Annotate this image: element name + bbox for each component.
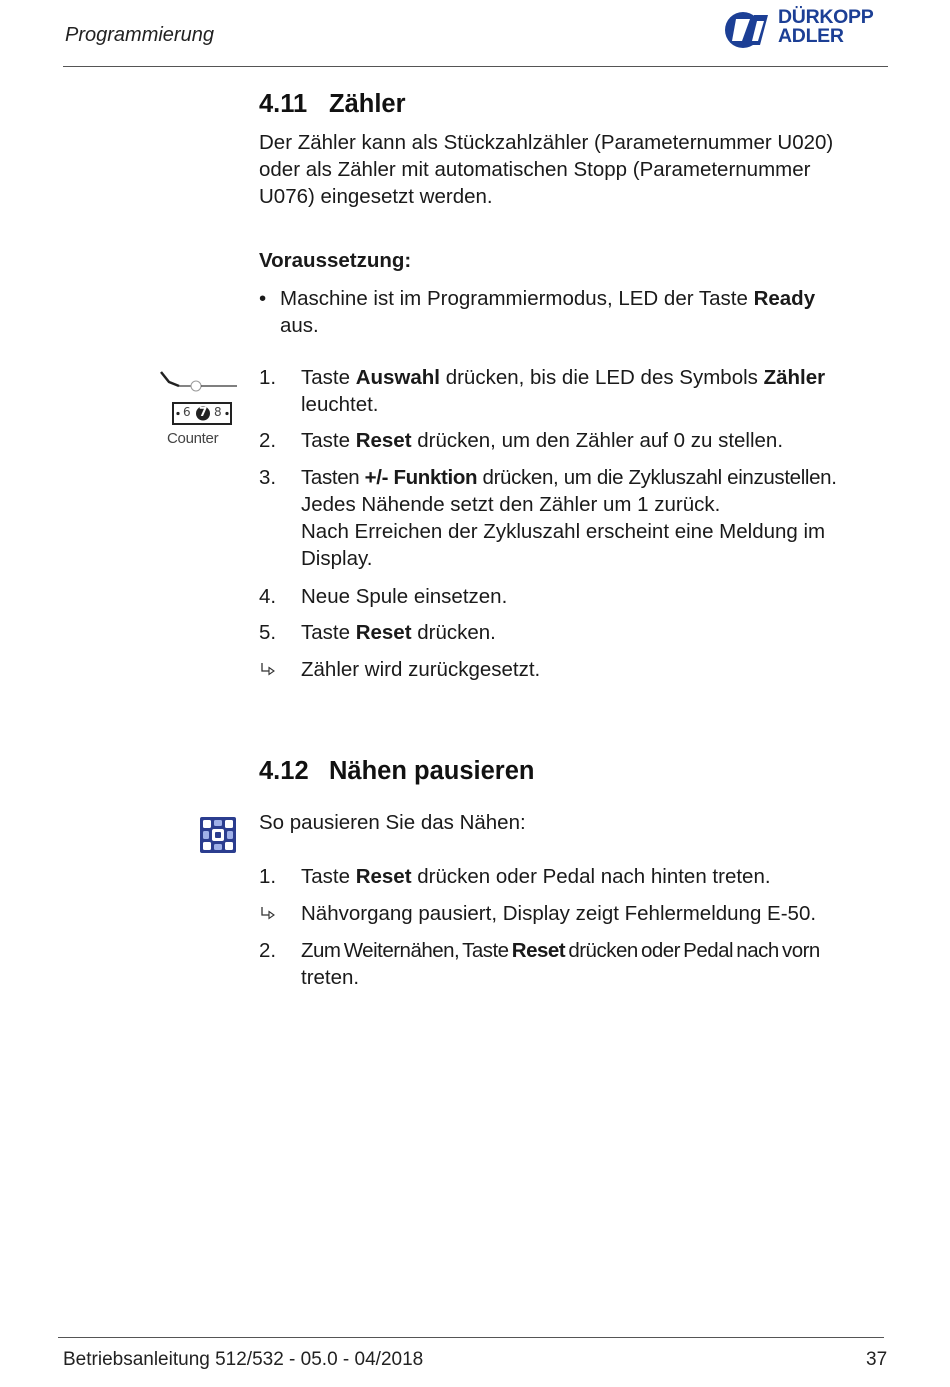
step-key-name: Reset [355,621,412,644]
bullet-text-line2: aus. [280,314,319,337]
intro-line: Der Zähler kann als Stückzahlzähler (Parameternummer U020) [259,131,834,154]
bullet-marker: • [259,287,267,310]
prerequisite-bullet [259,285,889,339]
step-text-part: Taste [301,429,356,452]
step-symbol-name: Zähler [763,366,826,389]
step-text [301,464,891,572]
step-text-line: Jedes Nähende setzt den Zähler um 1 zurück. [301,493,721,516]
section-number: 4.12 [259,757,309,785]
step-number: 5. [259,621,277,644]
step-item [259,427,889,454]
step-text: Neue Spule einsetzen. [301,585,508,608]
step-text [301,364,891,418]
step-text [301,619,891,646]
running-header: Programmierung [65,24,214,46]
step-item [259,619,889,646]
step-text-line: Display. [301,547,373,570]
step-text-part: Taste [301,366,356,389]
section-number: 4.11 [259,90,308,118]
page-number: 37 [866,1349,888,1370]
logo-mark-icon [724,11,774,49]
footer-divider [58,1337,884,1338]
result-arrow-icon [259,905,277,923]
result-arrow-icon [259,661,277,679]
pause-intro: So pausieren Sie das Nähen: [259,811,526,834]
section-title: Nähen pausieren [329,757,535,785]
step-number: 2. [259,939,277,962]
step-text-line: treten. [301,966,360,989]
step-item [259,937,889,991]
bullet-text-bold: Ready [753,287,816,310]
result-item [259,900,889,927]
bullet-text-part: Maschine ist im Programmiermodus, LED der Taste [280,287,754,310]
company-logo [724,8,889,52]
step-number: 1. [259,366,277,389]
step-text [301,427,891,454]
step-text-part: Taste [301,621,356,644]
step-text-part: drücken, um die Zykluszahl einzustellen. [477,466,837,489]
step-text-part: Tasten [301,466,365,489]
step-item [259,364,889,418]
result-text: Zähler wird zurückgesetzt. [301,658,541,681]
step-text-line: leuchtet. [301,393,379,416]
step-key-name: +/- Funktion [364,466,478,489]
counter-figure-label: Counter [167,430,219,447]
step-item [259,583,889,610]
prerequisite-label: Voraussetzung: [259,249,412,272]
step-text-part: Zum Weiternähen, Taste [301,939,512,962]
step-text [301,863,891,890]
result-item [259,656,889,683]
step-number: 2. [259,429,277,452]
bullet-text [280,285,880,339]
document-reference: Betriebsanleitung 512/532 - 05.0 - 04/2018 [63,1349,424,1370]
step-number: 3. [259,466,277,489]
step-text [301,937,891,991]
counter-digit: 8 [214,405,222,419]
intro-line: oder als Zähler mit automatischen Stopp (Parameternummer [259,158,811,181]
step-text-part: drücken oder Pedal nach hinten treten. [411,865,771,888]
step-item [259,863,889,890]
step-key-name: Reset [355,429,412,452]
counter-digit: 7 [199,405,208,419]
keypad-icon [200,817,236,853]
step-number: 4. [259,585,277,608]
step-key-name: Reset [355,865,412,888]
logo-line-1: DÜRKOPP [778,6,874,28]
result-text: Nähvorgang pausiert, Display zeigt Fehlermeldung E-50. [301,902,817,925]
intro-line: U076) eingesetzt werden. [259,185,493,208]
step-key-name: Reset [511,939,566,962]
section-heading-4-11 [259,90,406,119]
step-text-part: drücken, um den Zähler auf 0 zu stellen. [411,429,784,452]
step-text-part: drücken oder Pedal nach vorn [565,939,820,962]
step-key-name: Auswahl [355,366,440,389]
logo-line-2: ADLER [778,25,844,47]
step-text-part: drücken, bis die LED des Symbols [440,366,764,389]
section-heading-4-12 [259,757,534,786]
step-text-part: Taste [301,865,356,888]
step-item [259,464,889,572]
logo-wordmark [778,8,873,46]
counter-led-icon [157,366,239,426]
header-divider [63,66,888,67]
step-number: 1. [259,865,277,888]
counter-symbol-figure [157,366,239,452]
step-text-line: Nach Erreichen der Zykluszahl erscheint eine Meldung im [301,520,826,543]
counter-digit: 6 [183,405,191,419]
intro-paragraph [259,129,899,210]
section-title: Zähler [329,90,406,118]
step-text-part: drücken. [411,621,496,644]
